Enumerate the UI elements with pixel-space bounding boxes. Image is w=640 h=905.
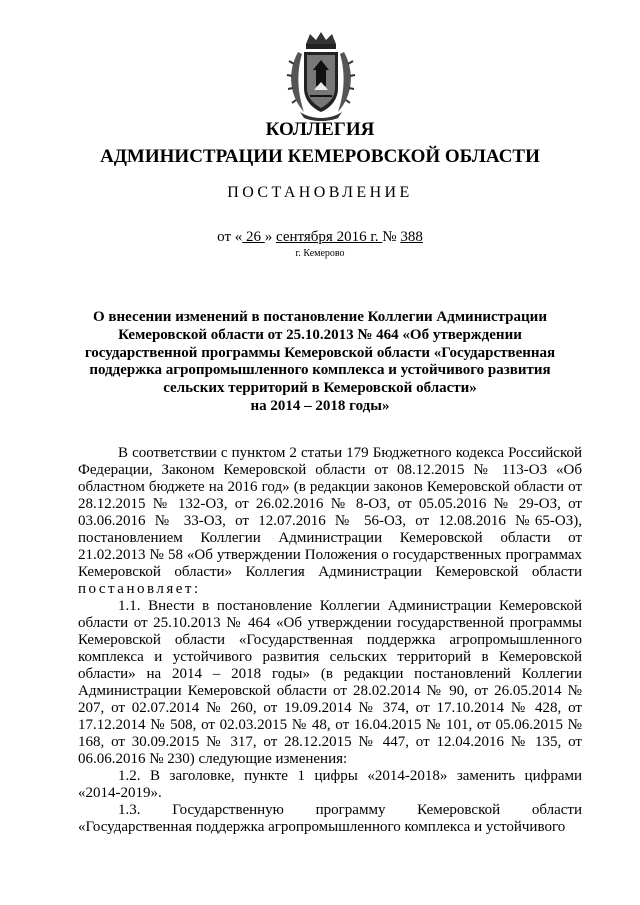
document-body bbox=[78, 445, 582, 836]
document-title bbox=[80, 309, 560, 416]
number-label: № bbox=[382, 229, 401, 245]
document-number: 388 bbox=[400, 229, 423, 245]
date-day: 26 bbox=[242, 229, 265, 245]
title-line: О внесении изменений в постановление Коллегии Администрации bbox=[93, 309, 547, 325]
paragraph-preamble bbox=[78, 445, 582, 598]
document-type: ПОСТАНОВЛЕНИЕ bbox=[227, 184, 413, 201]
org-name-line1: КОЛЛЕГИЯ bbox=[265, 119, 375, 140]
paragraph-1-3: 1.3. Государственную программу Кемеровской области «Государственная поддержка агропромышленного комплекса и устойчивого bbox=[78, 802, 582, 835]
date-prefix: от « bbox=[217, 229, 243, 245]
date-mid: » bbox=[264, 229, 276, 245]
title-line: государственной программы Кемеровской области «Государственная bbox=[84, 344, 556, 361]
date-month-year: сентября 2016 г. bbox=[276, 229, 383, 245]
title-line: сельских территорий в Кемеровской области» bbox=[163, 380, 477, 397]
title-line: на 2014 – 2018 годы» bbox=[250, 397, 390, 414]
paragraph-1-1: 1.1. Внести в постановление Коллегии Администрации Кемеровской области от 25.10.2013 № 464 «Об утверждении государственной программы Кемеровской области «Государственная поддержка агропромышленного комплекса и устойчивого развития сельских территорий в Кемеровской области» на 2014 – 2018 годы» (в редакции постановлений Коллегии Администрации Кемеровской области от 28.02.2014 № 90, от 26.05.2014 № 207, от 02.07.2014 № 260, от 19.09.2014 № 374, от 17.10.2014 № 428, от 17.12.2014 № 508, от 02.03.2015 № 48, от 16.04.2015 № 101, от 05.06.2015 № 168, от 30.09.2015 № 317, от 28.12.2015 № 447, от 12.04.2016 № 135, от 06.06.2016 № 230) следующие изменения: bbox=[78, 598, 582, 767]
preamble-text: В соответствии с пунктом 2 статьи 179 Бюджетного кодекса Российской Федерации, Законом Кемеровской области от 08.12.2015 № 113-ОЗ «Об областном бюджете на 2016 год» (в редакции законов Кемеровской области от 28.12.2015 № 132-ОЗ, от 26.02.2016 № 8-ОЗ, от 05.05.2016 № 29-ОЗ, от 03.06.2016 № 33-ОЗ, от 12.07.2016 № 56-ОЗ, от 12.08.2016 №65-ОЗ), постановлением Коллегии Администрации Кемеровской области от 21.02.2013 № 58 «Об утверждении Положения о государственных программах Кемеровской области» Коллегия Администрации Кемеровской области bbox=[78, 445, 582, 580]
paragraph-1-2: 1.2. В заголовке, пункте 1 цифры «2014-2018» заменить цифрами «2014-2019». bbox=[78, 768, 582, 801]
title-line: Кемеровской области от 25.10.2013 № 464 «Об утверждении bbox=[118, 326, 522, 343]
date-line bbox=[0, 229, 640, 246]
city: г. Кемерово bbox=[295, 248, 345, 259]
title-line: поддержка агропромышленного комплекса и устойчивого развития bbox=[89, 362, 551, 379]
org-name-line2: АДМИНИСТРАЦИИ КЕМЕРОВСКОЙ ОБЛАСТИ bbox=[100, 146, 540, 167]
resolves-word: постановляет: bbox=[78, 581, 201, 597]
coat-of-arms-icon bbox=[286, 30, 356, 122]
